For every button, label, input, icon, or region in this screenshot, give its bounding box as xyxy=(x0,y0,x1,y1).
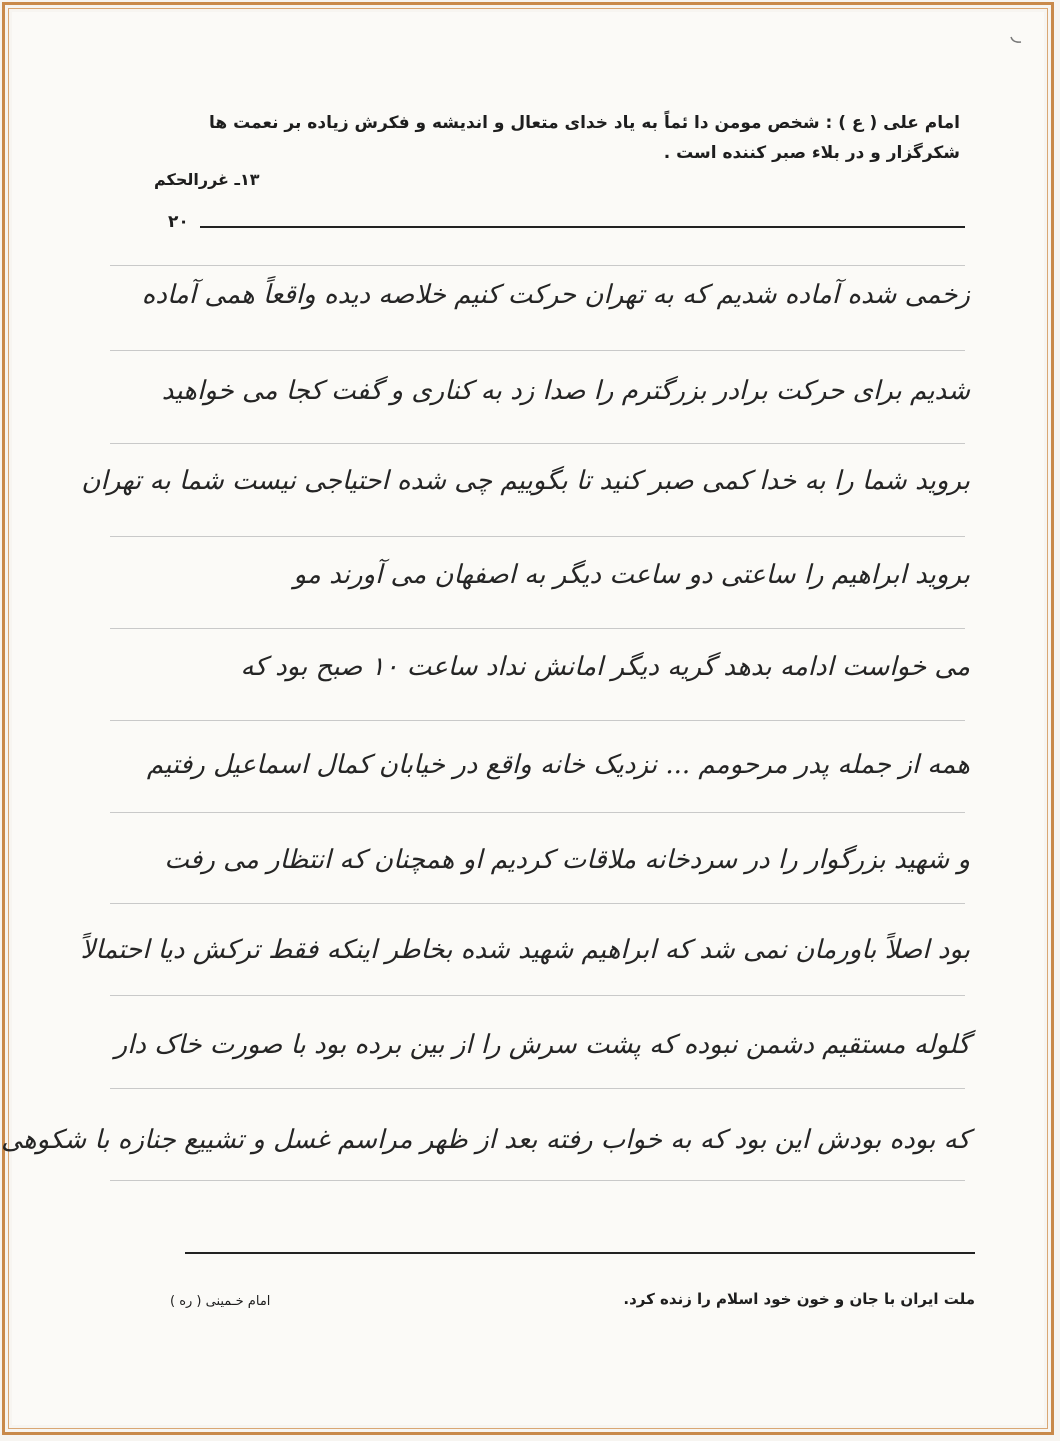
ruled-line xyxy=(110,536,965,537)
header-quote-line: شکرگزار و در بلاء صبر کننده است . xyxy=(663,143,960,163)
footer-slogan: ملت ایران با جان و خون خود اسلام را زنده کرد. xyxy=(623,1290,975,1308)
paper-sheet xyxy=(1,12,1044,1425)
handwritten-line: همه از جمله پدر مرحومم ... نزدیک خانه واقع در خیابان کمال اسماعیل رفتیم xyxy=(146,750,970,780)
ruled-line xyxy=(110,1180,965,1181)
handwritten-line: زخمی شده آماده شدیم که به تهران حرکت کنیم خلاصه دیده واقعاً همی آماده xyxy=(141,280,970,310)
header-source: ۱۳ـ غررالحکم xyxy=(154,170,260,189)
ruled-line xyxy=(110,720,965,721)
corner-mark-icon xyxy=(1010,36,1022,44)
handwritten-line: شدیم برای حرکت برادر بزرگترم را صدا زد به کناری و گفت کجا می خواهید xyxy=(161,376,970,406)
ruled-line xyxy=(110,350,965,351)
ruled-line xyxy=(110,903,965,904)
handwritten-line: که بوده بودش این بود که به خواب رفته بعد از ظهر مراسم غسل و تشییع جنازه با شکوهی xyxy=(1,1125,970,1155)
handwritten-line: می خواست ادامه بدهد گریه دیگر امانش نداد ساعت ۱۰ صبح بود که xyxy=(240,652,970,682)
header-quote xyxy=(140,108,960,168)
ruled-line xyxy=(110,265,965,266)
footer-attribution: امام خـمینی ( ره ) xyxy=(170,1294,271,1309)
ruled-line xyxy=(110,443,965,444)
handwritten-line: گلوله مستقیم دشمن نبوده که پشت سرش را از بین برده بود با صورت خاک دار xyxy=(114,1030,970,1060)
page-number: ۲۰ xyxy=(168,212,189,232)
handwritten-line: بود اصلاً باورمان نمی شد که ابراهیم شهید شده بخاطر اینکه فقط ترکش دیا احتمالاً xyxy=(80,935,970,965)
ruled-line xyxy=(110,812,965,813)
ruled-line xyxy=(110,995,965,996)
handwritten-line: بروید ابراهیم را ساعتی دو ساعت دیگر به اصفهان می آورند مو xyxy=(293,560,970,590)
handwritten-line: و شهید بزرگوار را در سردخانه ملاقات کردیم او همچنان که انتظار می رفت xyxy=(164,845,970,875)
handwritten-line: بروید شما را به خدا کمی صبر کنید تا بگوییم چی شده احتیاجی نیست شما به تهران xyxy=(81,466,970,496)
footer-divider xyxy=(185,1252,975,1254)
ruled-line xyxy=(110,1088,965,1089)
header-quote-line: امام علی ( ع ) : شخص مومن دا ئماً به یاد خدای متعال و اندیشه و فکرش زیاده بر نعمت ها xyxy=(209,113,960,133)
header-divider xyxy=(200,226,965,228)
ruled-line xyxy=(110,628,965,629)
